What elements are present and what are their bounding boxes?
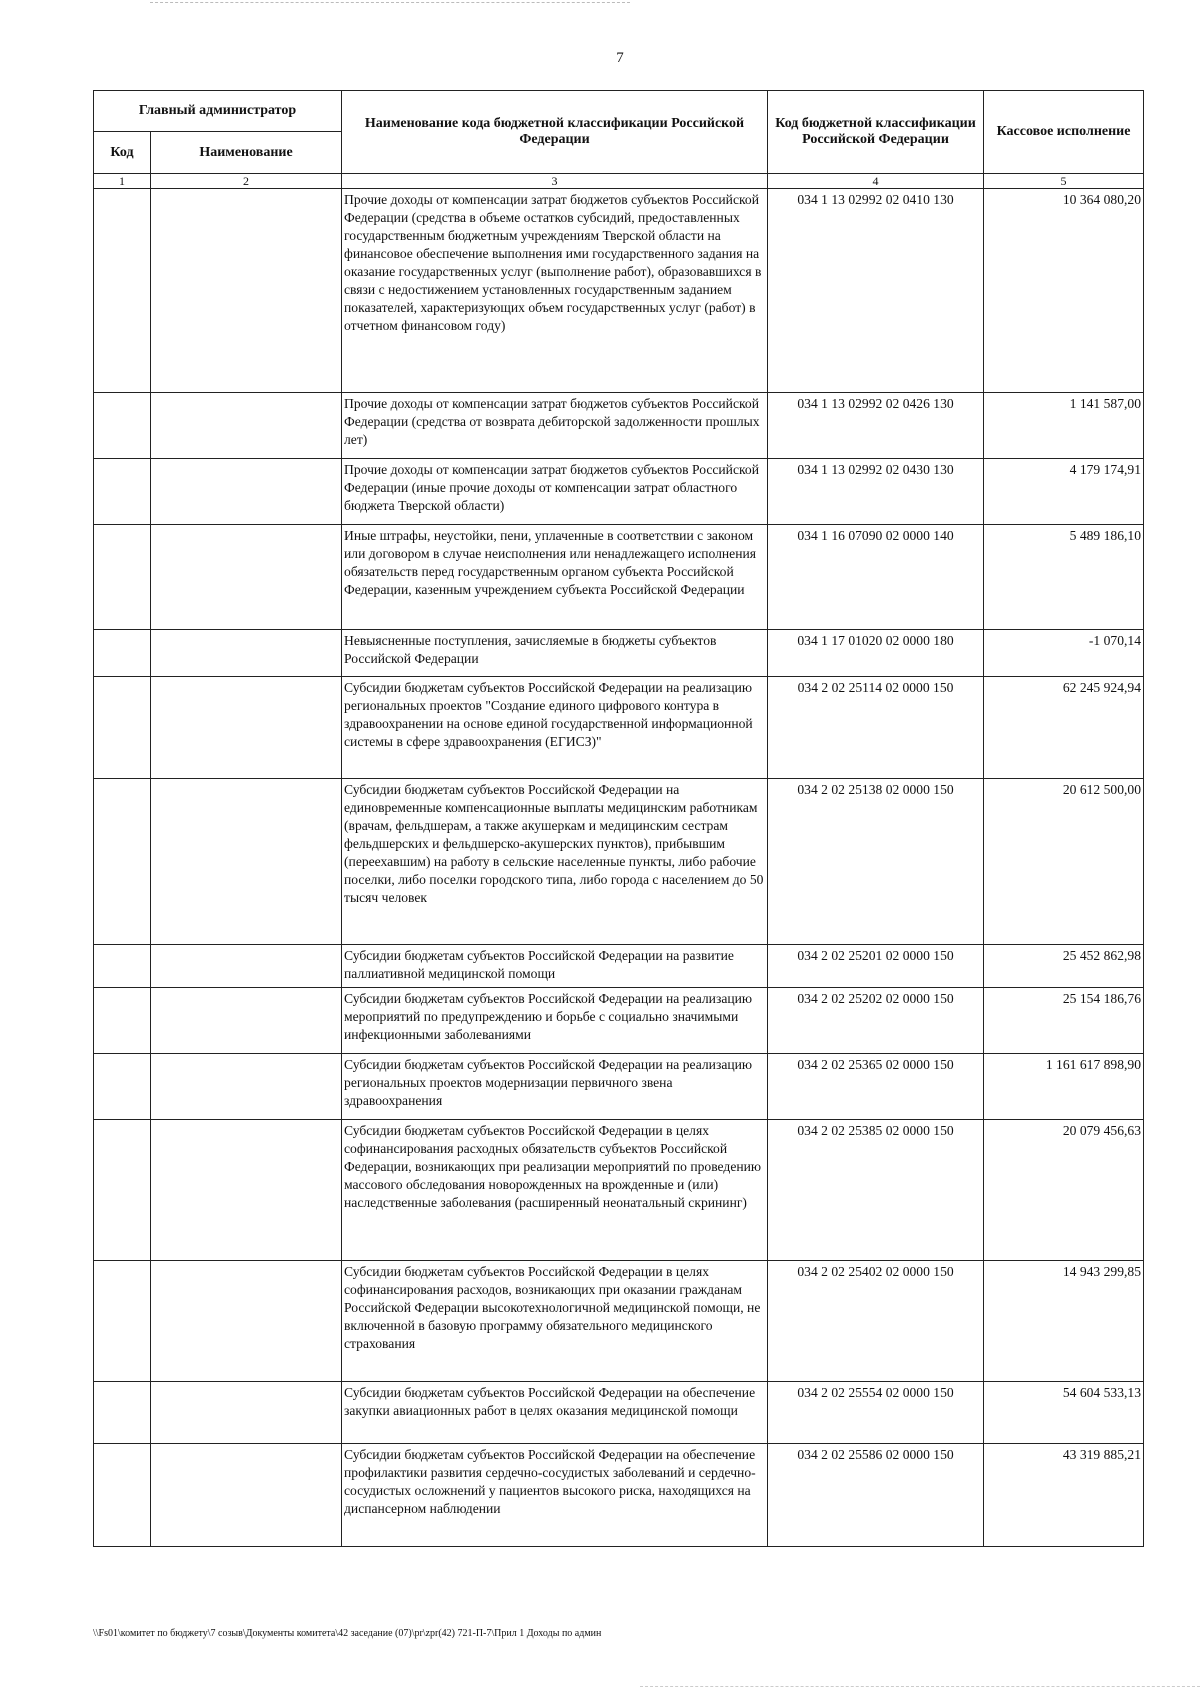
column-number: 2 (151, 174, 342, 189)
row-code: 034 2 02 25365 02 0000 150 (768, 1054, 984, 1120)
row-code: 034 1 13 02992 02 0426 130 (768, 393, 984, 459)
admin-name-cell (151, 189, 342, 393)
column-number: 4 (768, 174, 984, 189)
column-numbers-row (94, 174, 1144, 189)
admin-name-cell (151, 459, 342, 525)
row-description: Иные штрафы, неустойки, пени, уплаченные в соответствии с законом или договором в случае неисполнения или ненадлежащего исполнения обязательств перед государственным органом субъекта Российской Федерации, казенным учреждением субъекта Российской Федерации (342, 525, 768, 630)
admin-code-cell (94, 1054, 151, 1120)
table-body (94, 189, 1144, 1547)
column-number: 5 (984, 174, 1144, 189)
admin-code-cell (94, 189, 151, 393)
admin-name-cell (151, 1054, 342, 1120)
admin-name-cell (151, 988, 342, 1054)
footer-file-path: \\Fs01\комитет по бюджету\7 созыв\Документы комитета\42 заседание (07)\pr\zpr(42) 721-П-7\Прил 1 Доходы по админ (93, 1628, 602, 1639)
scan-edge-top (150, 2, 630, 3)
row-code: 034 2 02 25385 02 0000 150 (768, 1120, 984, 1261)
row-code: 034 2 02 25114 02 0000 150 (768, 677, 984, 779)
row-amount: 20 079 456,63 (984, 1120, 1144, 1261)
row-amount: 4 179 174,91 (984, 459, 1144, 525)
table-row (94, 1444, 1144, 1547)
table-header (94, 91, 1144, 189)
row-code: 034 2 02 25586 02 0000 150 (768, 1444, 984, 1547)
row-description: Прочие доходы от компенсации затрат бюджетов субъектов Российской Федерации (средства в объеме остатков субсидий, предоставленных государственным бюджетным учреждениям Тверской области на финансовое обеспечение выполнения ими государственного задания на оказание государственных услуг (выполнение работ), образовавшихся в связи с недостижением установленных государственным заданием показателей, характеризующих объем государственных услуг (работ) в отчетном финансовом году) (342, 189, 768, 393)
row-amount: 25 452 862,98 (984, 945, 1144, 988)
row-description: Субсидии бюджетам субъектов Российской Федерации в целях софинансирования расходов, возникающих при оказании гражданам Российской Федерации высокотехнологичной медицинской помощи, не включенной в базовую программу обязательного медицинского страхования (342, 1261, 768, 1382)
row-description: Субсидии бюджетам субъектов Российской Федерации на развитие паллиативной медицинской помощи (342, 945, 768, 988)
row-description: Субсидии бюджетам субъектов Российской Федерации в целях софинансирования расходных обязательств субъектов Российской Федерации, возникающих при реализации мероприятий по проведению массового обследования новорожденных на врожденные и (или) наследственные заболевания (расширенный неонатальный скрининг) (342, 1120, 768, 1261)
row-amount: 1 161 617 898,90 (984, 1054, 1144, 1120)
admin-name-cell (151, 1120, 342, 1261)
table-row (94, 1382, 1144, 1444)
admin-name-cell (151, 393, 342, 459)
table-row (94, 630, 1144, 677)
header-execution: Кассовое исполнение (984, 91, 1144, 174)
admin-code-cell (94, 393, 151, 459)
row-amount: 62 245 924,94 (984, 677, 1144, 779)
admin-name-cell (151, 779, 342, 945)
table-row (94, 1120, 1144, 1261)
admin-code-cell (94, 1120, 151, 1261)
admin-name-cell (151, 677, 342, 779)
table-row (94, 988, 1144, 1054)
header-name: Наименование (151, 132, 342, 174)
row-code: 034 1 13 02992 02 0430 130 (768, 459, 984, 525)
admin-code-cell (94, 779, 151, 945)
table-row (94, 677, 1144, 779)
table-row (94, 525, 1144, 630)
row-code: 034 2 02 25138 02 0000 150 (768, 779, 984, 945)
admin-code-cell (94, 630, 151, 677)
admin-code-cell (94, 1382, 151, 1444)
admin-name-cell (151, 525, 342, 630)
scan-edge-bottom (640, 1686, 1200, 1687)
admin-name-cell (151, 945, 342, 988)
admin-name-cell (151, 1261, 342, 1382)
table-row (94, 779, 1144, 945)
admin-code-cell (94, 945, 151, 988)
column-number: 3 (342, 174, 768, 189)
row-amount: 1 141 587,00 (984, 393, 1144, 459)
table-row (94, 1054, 1144, 1120)
admin-name-cell (151, 1444, 342, 1547)
admin-code-cell (94, 1261, 151, 1382)
admin-code-cell (94, 677, 151, 779)
admin-code-cell (94, 525, 151, 630)
revenue-table (93, 90, 1144, 1547)
header-bcc-name: Наименование кода бюджетной классификации Российской Федерации (342, 91, 768, 174)
row-description: Субсидии бюджетам субъектов Российской Федерации на единовременные компенсационные выплаты медицинским работникам (врачам, фельдшерам, а также акушеркам и медицинским сестрам фельдшерских и фельдшерско-акушерских пунктов), прибывшим (переехавшим) на работу в сельские населенные пункты, либо рабочие поселки, либо поселки городского типа, либо города с населением до 50 тысяч человек (342, 779, 768, 945)
admin-name-cell (151, 1382, 342, 1444)
admin-name-cell (151, 630, 342, 677)
row-code: 034 2 02 25554 02 0000 150 (768, 1382, 984, 1444)
row-amount: -1 070,14 (984, 630, 1144, 677)
table-row (94, 945, 1144, 988)
table-row (94, 459, 1144, 525)
header-bcc-code: Код бюджетной классификации Российской Федерации (768, 91, 984, 174)
row-description: Субсидии бюджетам субъектов Российской Федерации на реализацию региональных проектов "Создание единого цифрового контура в здравоохранении на основе единой государственной информационной системы в сфере здравоохранения (ЕГИСЗ)" (342, 677, 768, 779)
table-row (94, 393, 1144, 459)
row-code: 034 2 02 25201 02 0000 150 (768, 945, 984, 988)
header-code: Код (94, 132, 151, 174)
admin-code-cell (94, 459, 151, 525)
header-main-admin: Главный администратор (94, 91, 342, 132)
column-number: 1 (94, 174, 151, 189)
row-code: 034 1 13 02992 02 0410 130 (768, 189, 984, 393)
admin-code-cell (94, 1444, 151, 1547)
row-amount: 10 364 080,20 (984, 189, 1144, 393)
admin-code-cell (94, 988, 151, 1054)
row-description: Субсидии бюджетам субъектов Российской Федерации на реализацию региональных проектов модернизации первичного звена здравоохранения (342, 1054, 768, 1120)
row-description: Субсидии бюджетам субъектов Российской Федерации на обеспечение закупки авиационных работ в целях оказания медицинской помощи (342, 1382, 768, 1444)
row-amount: 43 319 885,21 (984, 1444, 1144, 1547)
row-description: Прочие доходы от компенсации затрат бюджетов субъектов Российской Федерации (средства от возврата дебиторской задолженности прошлых лет) (342, 393, 768, 459)
row-description: Субсидии бюджетам субъектов Российской Федерации на обеспечение профилактики развития сердечно-сосудистых заболеваний и сердечно-сосудистых осложнений у пациентов высокого риска, находящихся на диспансерном наблюдении (342, 1444, 768, 1547)
row-code: 034 1 16 07090 02 0000 140 (768, 525, 984, 630)
row-amount: 25 154 186,76 (984, 988, 1144, 1054)
row-code: 034 1 17 01020 02 0000 180 (768, 630, 984, 677)
row-amount: 5 489 186,10 (984, 525, 1144, 630)
table-row (94, 1261, 1144, 1382)
row-amount: 54 604 533,13 (984, 1382, 1144, 1444)
row-amount: 14 943 299,85 (984, 1261, 1144, 1382)
row-code: 034 2 02 25202 02 0000 150 (768, 988, 984, 1054)
row-description: Прочие доходы от компенсации затрат бюджетов субъектов Российской Федерации (иные прочие доходы от компенсации затрат областного бюджета Тверской области) (342, 459, 768, 525)
row-description: Невыясненные поступления, зачисляемые в бюджеты субъектов Российской Федерации (342, 630, 768, 677)
row-amount: 20 612 500,00 (984, 779, 1144, 945)
table-row (94, 189, 1144, 393)
row-code: 034 2 02 25402 02 0000 150 (768, 1261, 984, 1382)
row-description: Субсидии бюджетам субъектов Российской Федерации на реализацию мероприятий по предупреждению и борьбе с социально значимыми инфекционными заболеваниями (342, 988, 768, 1054)
page-number: 7 (616, 50, 624, 66)
